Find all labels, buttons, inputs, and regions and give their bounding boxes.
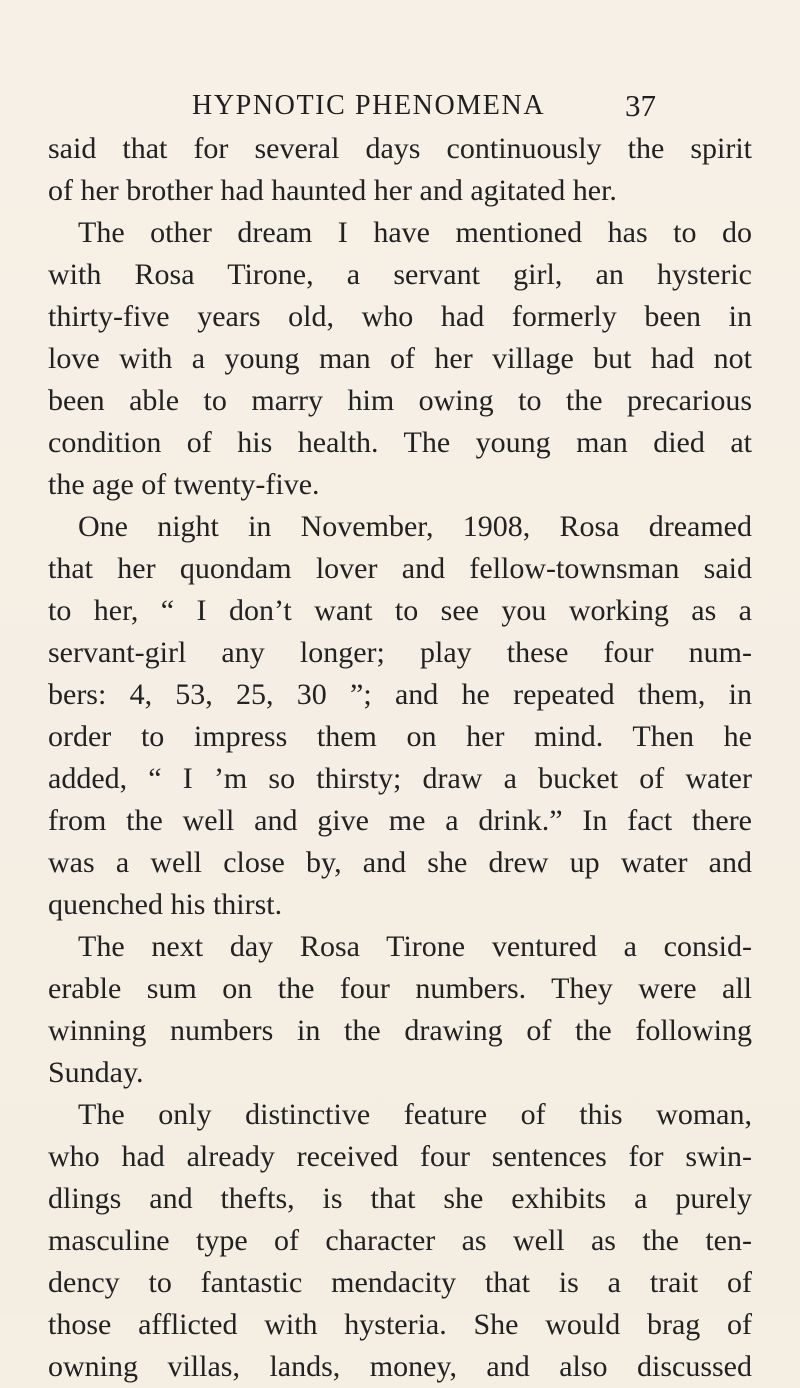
text-line: erable sum on the four numbers. They were all <box>48 972 752 1005</box>
text-line: owning villas, lands, money, and also discussed <box>48 1350 752 1383</box>
text-line: those afflicted with hysteria. She would brag of <box>48 1308 752 1341</box>
text-line: The other dream I have mentioned has to do <box>78 216 752 249</box>
text-line: love with a young man of her village but had not <box>48 342 752 375</box>
text-line: order to impress them on her mind. Then he <box>48 720 752 753</box>
text-line: dlings and thefts, is that she exhibits a purely <box>48 1182 752 1215</box>
text-line: who had already received four sentences for swin- <box>48 1140 752 1173</box>
text-line: been able to marry him owing to the precarious <box>48 384 752 417</box>
text-line: from the well and give me a drink.” In fact there <box>48 804 752 837</box>
text-line: The next day Rosa Tirone ventured a consid- <box>78 930 752 963</box>
text-line: the age of twenty-five. <box>48 468 320 501</box>
text-line: thirty-five years old, who had formerly been in <box>48 300 752 333</box>
body-text <box>48 128 752 1388</box>
text-line: quenched his thirst. <box>48 888 283 921</box>
text-line: servant-girl any longer; play these four num- <box>48 636 752 669</box>
running-title: HYPNOTIC PHENOMENA <box>192 90 546 121</box>
text-line: added, “ I ’m so thirsty; draw a bucket of water <box>48 762 752 795</box>
text-line: dency to fantastic mendacity that is a trait of <box>48 1266 752 1299</box>
page-number: 37 <box>625 88 656 123</box>
text-line: to her, “ I don’t want to see you working as a <box>48 594 752 627</box>
running-header <box>192 86 656 126</box>
text-line: that her quondam lover and fellow-townsman said <box>48 552 752 585</box>
text-line: condition of his health. The young man died at <box>48 426 752 459</box>
text-line: was a well close by, and she drew up water and <box>48 846 752 879</box>
text-line: with Rosa Tirone, a servant girl, an hysteric <box>48 258 752 291</box>
text-line: masculine type of character as well as the ten- <box>48 1224 752 1257</box>
text-line: One night in November, 1908, Rosa dreamed <box>78 510 752 543</box>
text-line: of her brother had haunted her and agitated her. <box>48 174 617 207</box>
text-line: said that for several days continuously the spirit <box>48 132 752 165</box>
text-line: The only distinctive feature of this woman, <box>78 1098 752 1131</box>
text-line: bers: 4, 53, 25, 30 ”; and he repeated them, in <box>48 678 752 711</box>
text-line: winning numbers in the drawing of the following <box>48 1014 752 1047</box>
text-line: Sunday. <box>48 1056 144 1089</box>
